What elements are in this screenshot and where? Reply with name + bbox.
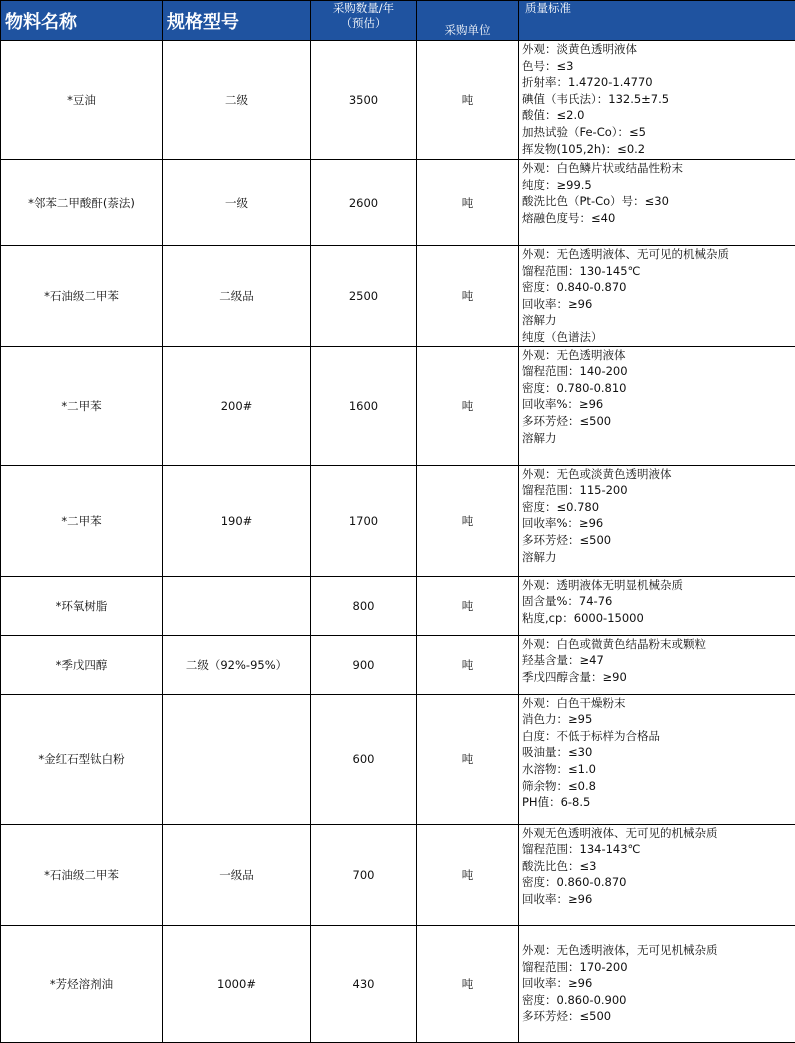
material-name-cell: *石油级二甲苯 [1, 246, 163, 347]
quantity-cell: 430 [311, 925, 417, 1042]
standard-line: 酸值：≤2.0 [522, 107, 795, 124]
quality-standard-cell [519, 925, 795, 1042]
standard-line: 密度：0.780-0.810 [522, 380, 795, 397]
standard-line: 外观：无色透明液体、无可见的机械杂质 [522, 246, 795, 263]
unit-cell: 吨 [417, 160, 519, 246]
standard-line: 折射率：1.4720-1.4770 [522, 74, 795, 91]
spec-cell: 二级 [163, 41, 311, 160]
quantity-cell: 2500 [311, 246, 417, 347]
standard-line: 馏程范围：130-145℃ [522, 263, 795, 280]
standard-line: 吸油量：≤30 [522, 744, 795, 761]
spec-cell [163, 694, 311, 824]
quantity-cell: 600 [311, 694, 417, 824]
material-name-cell: *环氧树脂 [1, 576, 163, 635]
spec-cell: 190# [163, 465, 311, 576]
standard-line: 回收率%：≥96 [522, 515, 795, 532]
quality-standard-cell [519, 635, 795, 694]
standard-line: 碘值（韦氏法）：132.5±7.5 [522, 91, 795, 108]
standard-line: 外观：白色或微黄色结晶粉末或颗粒 [522, 636, 795, 653]
standard-line: 外观：透明液体无明显机械杂质 [522, 577, 795, 594]
table-row [1, 824, 795, 925]
standard-line: 羟基含量：≥47 [522, 652, 795, 669]
standard-line: 密度：0.860-0.870 [522, 874, 795, 891]
table-row [1, 635, 795, 694]
spec-cell: 二级品 [163, 246, 311, 347]
quality-standard-cell [519, 576, 795, 635]
spec-cell [163, 576, 311, 635]
material-name-cell: *季戊四醇 [1, 635, 163, 694]
table-row [1, 925, 795, 1042]
table-row [1, 346, 795, 465]
standard-line: 外观：白色鳞片状或结晶性粉末 [522, 160, 795, 177]
table-row [1, 576, 795, 635]
standard-line: 馏程范围：134-143℃ [522, 841, 795, 858]
material-name-cell: *石油级二甲苯 [1, 824, 163, 925]
standard-line: 酸洗比色：≤3 [522, 858, 795, 875]
quality-standard-cell [519, 465, 795, 576]
quality-standard-cell [519, 246, 795, 347]
standard-line: 馏程范围：115-200 [522, 482, 795, 499]
standard-line: 外观：白色干燥粉末 [522, 695, 795, 712]
standard-line: 熔融色度号：≤40 [522, 210, 795, 227]
material-name-cell: *邻苯二甲酸酐(萘法) [1, 160, 163, 246]
unit-cell: 吨 [417, 635, 519, 694]
unit-cell: 吨 [417, 576, 519, 635]
standard-line: 密度：0.860-0.900 [522, 992, 795, 1009]
quantity-cell: 2600 [311, 160, 417, 246]
standard-line: 溶解力 [522, 430, 795, 447]
standard-line: 酸洗比色（Pt-Co）号：≤30 [522, 193, 795, 210]
standard-line: 白度：不低于标样为合格品 [522, 728, 795, 745]
standard-line: 馏程范围：170-200 [522, 959, 795, 976]
standard-line: 密度：0.840-0.870 [522, 279, 795, 296]
standard-line: PH值：6-8.5 [522, 794, 795, 811]
table-row [1, 160, 795, 246]
standard-line: 溶解力 [522, 549, 795, 566]
standard-line: 加热试验（Fe-Co）：≤5 [522, 124, 795, 141]
spec-cell: 200# [163, 346, 311, 465]
material-name-cell: *芳烃溶剂油 [1, 925, 163, 1042]
standard-line: 回收率%：≥96 [522, 396, 795, 413]
unit-cell: 吨 [417, 346, 519, 465]
header-qty-line1: 采购数量/年 [311, 1, 416, 16]
standard-line: 外观：无色透明液体 [522, 347, 795, 364]
standard-line: 挥发物(105,2h)：≤0.2 [522, 141, 795, 158]
standard-line: 外观：无色透明液体，无可见机械杂质 [522, 942, 795, 959]
header-standard: 质量标准 [519, 1, 795, 41]
standard-line: 回收率：≥96 [522, 296, 795, 313]
standard-line: 季戊四醇含量：≥90 [522, 669, 795, 686]
quality-standard-cell [519, 694, 795, 824]
standard-line: 回收率：≥96 [522, 975, 795, 992]
quality-standard-cell [519, 160, 795, 246]
header-qty-line2: （预估） [311, 16, 416, 31]
table-row [1, 246, 795, 347]
standard-line: 纯度：≥99.5 [522, 177, 795, 194]
material-name-cell: *二甲苯 [1, 346, 163, 465]
quality-standard-cell [519, 346, 795, 465]
table-row [1, 694, 795, 824]
standard-line: 纯度（色谱法） [522, 329, 795, 346]
unit-cell: 吨 [417, 246, 519, 347]
standard-line: 多环芳烃：≤500 [522, 1008, 795, 1025]
quantity-cell: 3500 [311, 41, 417, 160]
standard-line: 固含量%：74-76 [522, 593, 795, 610]
spec-cell: 一级 [163, 160, 311, 246]
table-row [1, 465, 795, 576]
quantity-cell: 800 [311, 576, 417, 635]
standard-line: 馏程范围：140-200 [522, 363, 795, 380]
spec-cell: 二级（92%-95%） [163, 635, 311, 694]
standard-line: 回收率：≥96 [522, 891, 795, 908]
material-name-cell: *二甲苯 [1, 465, 163, 576]
header-name: 物料名称 [1, 1, 163, 41]
header-unit: 采购单位 [417, 1, 519, 41]
unit-cell: 吨 [417, 824, 519, 925]
quantity-cell: 1700 [311, 465, 417, 576]
quantity-cell: 1600 [311, 346, 417, 465]
unit-cell: 吨 [417, 694, 519, 824]
standard-line: 水溶物：≤1.0 [522, 761, 795, 778]
header-qty [311, 1, 417, 41]
quantity-cell: 900 [311, 635, 417, 694]
material-name-cell: *豆油 [1, 41, 163, 160]
standard-line: 外观：无色或淡黄色透明液体 [522, 466, 795, 483]
standard-line: 密度：≤0.780 [522, 499, 795, 516]
standard-line: 溶解力 [522, 312, 795, 329]
standard-line: 外观：淡黄色透明液体 [522, 41, 795, 58]
quantity-cell: 700 [311, 824, 417, 925]
table-row [1, 41, 795, 160]
material-name-cell: *金红石型钛白粉 [1, 694, 163, 824]
header-row [1, 1, 795, 41]
standard-line: 外观无色透明液体、无可见的机械杂质 [522, 825, 795, 842]
standard-line: 筛余物：≤0.8 [522, 778, 795, 795]
quality-standard-cell [519, 41, 795, 160]
spec-cell: 一级品 [163, 824, 311, 925]
quality-standard-cell [519, 824, 795, 925]
standard-line: 粘度,cp：6000-15000 [522, 610, 795, 627]
header-spec: 规格型号 [163, 1, 311, 41]
standard-line: 色号：≤3 [522, 58, 795, 75]
standard-line: 多环芳烃：≤500 [522, 532, 795, 549]
standard-line: 多环芳烃：≤500 [522, 413, 795, 430]
unit-cell: 吨 [417, 41, 519, 160]
unit-cell: 吨 [417, 465, 519, 576]
unit-cell: 吨 [417, 925, 519, 1042]
standard-line: 消色力：≥95 [522, 711, 795, 728]
spec-cell: 1000# [163, 925, 311, 1042]
